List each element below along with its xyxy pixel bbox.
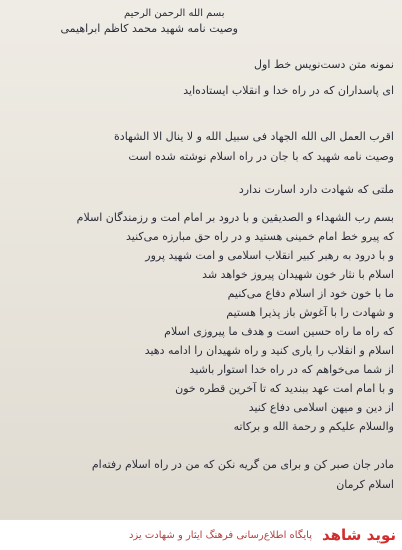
document-line: که راه ما راه حسین است و هدف ما پیروزی اسلام (164, 325, 394, 338)
footer-site-text: پایگاه اطلاع‌رسانی فرهنگ ایثار و شهادت یزد (128, 529, 312, 541)
document-line: نمونه متن دست‌نویس خط اول (254, 58, 394, 71)
document-header (14, 8, 388, 48)
footer-brand-logo: نوید شاهد (321, 526, 396, 544)
document-line: و با امام امت عهد ببندید که تا آخرین قطره خون (175, 382, 394, 395)
document-line: بسم رب الشهداء و الصدیقین و با درود بر امام امت و رزمندگان اسلام (76, 211, 394, 224)
footer-watermark (0, 519, 402, 550)
document-line: ما با خون خود از اسلام دفاع می‌کنیم (227, 287, 394, 300)
bismillah-text: بسم الله الرحمن الرحیم (124, 8, 225, 19)
document-line: اسلام و انقلاب را یاری کنید و راه شهیدان را ادامه دهید (144, 344, 394, 357)
document-title: وصیت نامه شهید محمد کاظم ابراهیمی (60, 22, 238, 35)
document-line: از دین و میهن اسلامی دفاع کنید (248, 401, 394, 414)
document-line: والسلام علیکم و رحمة الله و برکاته (233, 420, 394, 433)
document-line: که پیرو خط امام خمینی هستید و در راه حق مبارزه می‌کنید (126, 230, 394, 243)
document-line: وصیت نامه شهید که با جان در راه اسلام نوشته شده است (128, 150, 394, 163)
document-line: از شما می‌خواهم که در راه خدا استوار باشید (189, 363, 394, 376)
document-closing-line: مادر جان صبر کن و برای من گریه نکن که من در راه اسلام رفته‌ام (91, 458, 394, 471)
document-line: و با درود به رهبر کبیر انقلاب اسلامی و امت شهید پرور (145, 249, 394, 262)
document-line: اسلام با نثار خون شهیدان پیروز خواهد شد (202, 268, 394, 281)
document-closing-line: اسلام کرمان (336, 478, 394, 491)
document-line: و شهادت را با آغوش باز پذیرا هستیم (226, 306, 394, 319)
document-line: ملتی که شهادت دارد اسارت ندارد (238, 183, 394, 196)
document-line: ای پاسداران که در راه خدا و انقلاب ایستاده‌اید (183, 84, 394, 97)
document-line: اقرب العمل الی الله الجهاد فی سبیل الله و لا ینال الا الشهادة (114, 130, 394, 143)
